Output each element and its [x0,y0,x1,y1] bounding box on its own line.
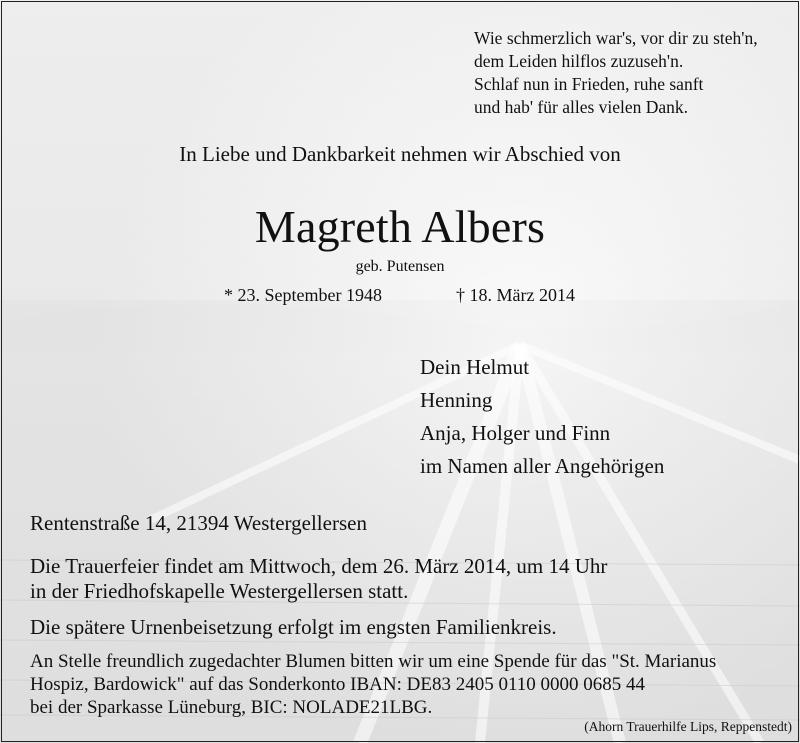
poem-line: Schlaf nun in Frieden, ruhe sanft [474,74,704,94]
ceremony-line: Die Trauerfeier findet am Mittwoch, dem 26. März 2014, um 14 Uhr [30,554,608,578]
donation-line: Hospiz, Bardowick" auf das Sonderkonto IBAN: DE83 2405 0110 0000 0685 44 [30,674,645,695]
urn-burial-info: Die spätere Urnenbeisetzung erfolgt im engsten Familienkreis. [30,615,557,639]
poem-line: dem Leiden hilflos zuzuseh'n. [474,51,684,71]
ceremony-info [30,554,607,604]
deceased-name: Magreth Albers [254,201,546,252]
ceremony-line: in der Friedhofskapelle Westergellersen statt. [30,579,409,603]
mourners-list [420,351,664,483]
birth-date: * 23. September 1948 [224,285,382,305]
poem [474,27,758,119]
address: Rentenstraße 14, 21394 Westergellersen [30,511,367,535]
mourner: im Namen aller Angehörigen [420,454,665,478]
mourner: Anja, Holger und Finn [420,421,611,445]
poem-line: Wie schmerzlich war's, vor dir zu steh'n, [474,28,758,48]
donation-line: An Stelle freundlich zugedachter Blumen bitten wir um eine Spende für das "St. Marianus [30,651,717,672]
poem-line: und hab' für alles vielen Dank. [474,97,689,117]
funeral-home-credit: (Ahorn Trauerhilfe Lips, Reppenstedt) [584,719,792,734]
donation-line: bei der Sparkasse Lüneburg, BIC: NOLADE21LBG. [30,697,433,718]
birth-name: geb. Putensen [355,258,445,275]
donation-info [30,650,716,719]
intro-line: In Liebe und Dankbarkeit nehmen wir Abschied von [179,142,621,166]
death-date: † 18. März 2014 [456,285,575,305]
mourner: Henning [420,388,493,412]
mourner: Dein Helmut [420,355,530,379]
